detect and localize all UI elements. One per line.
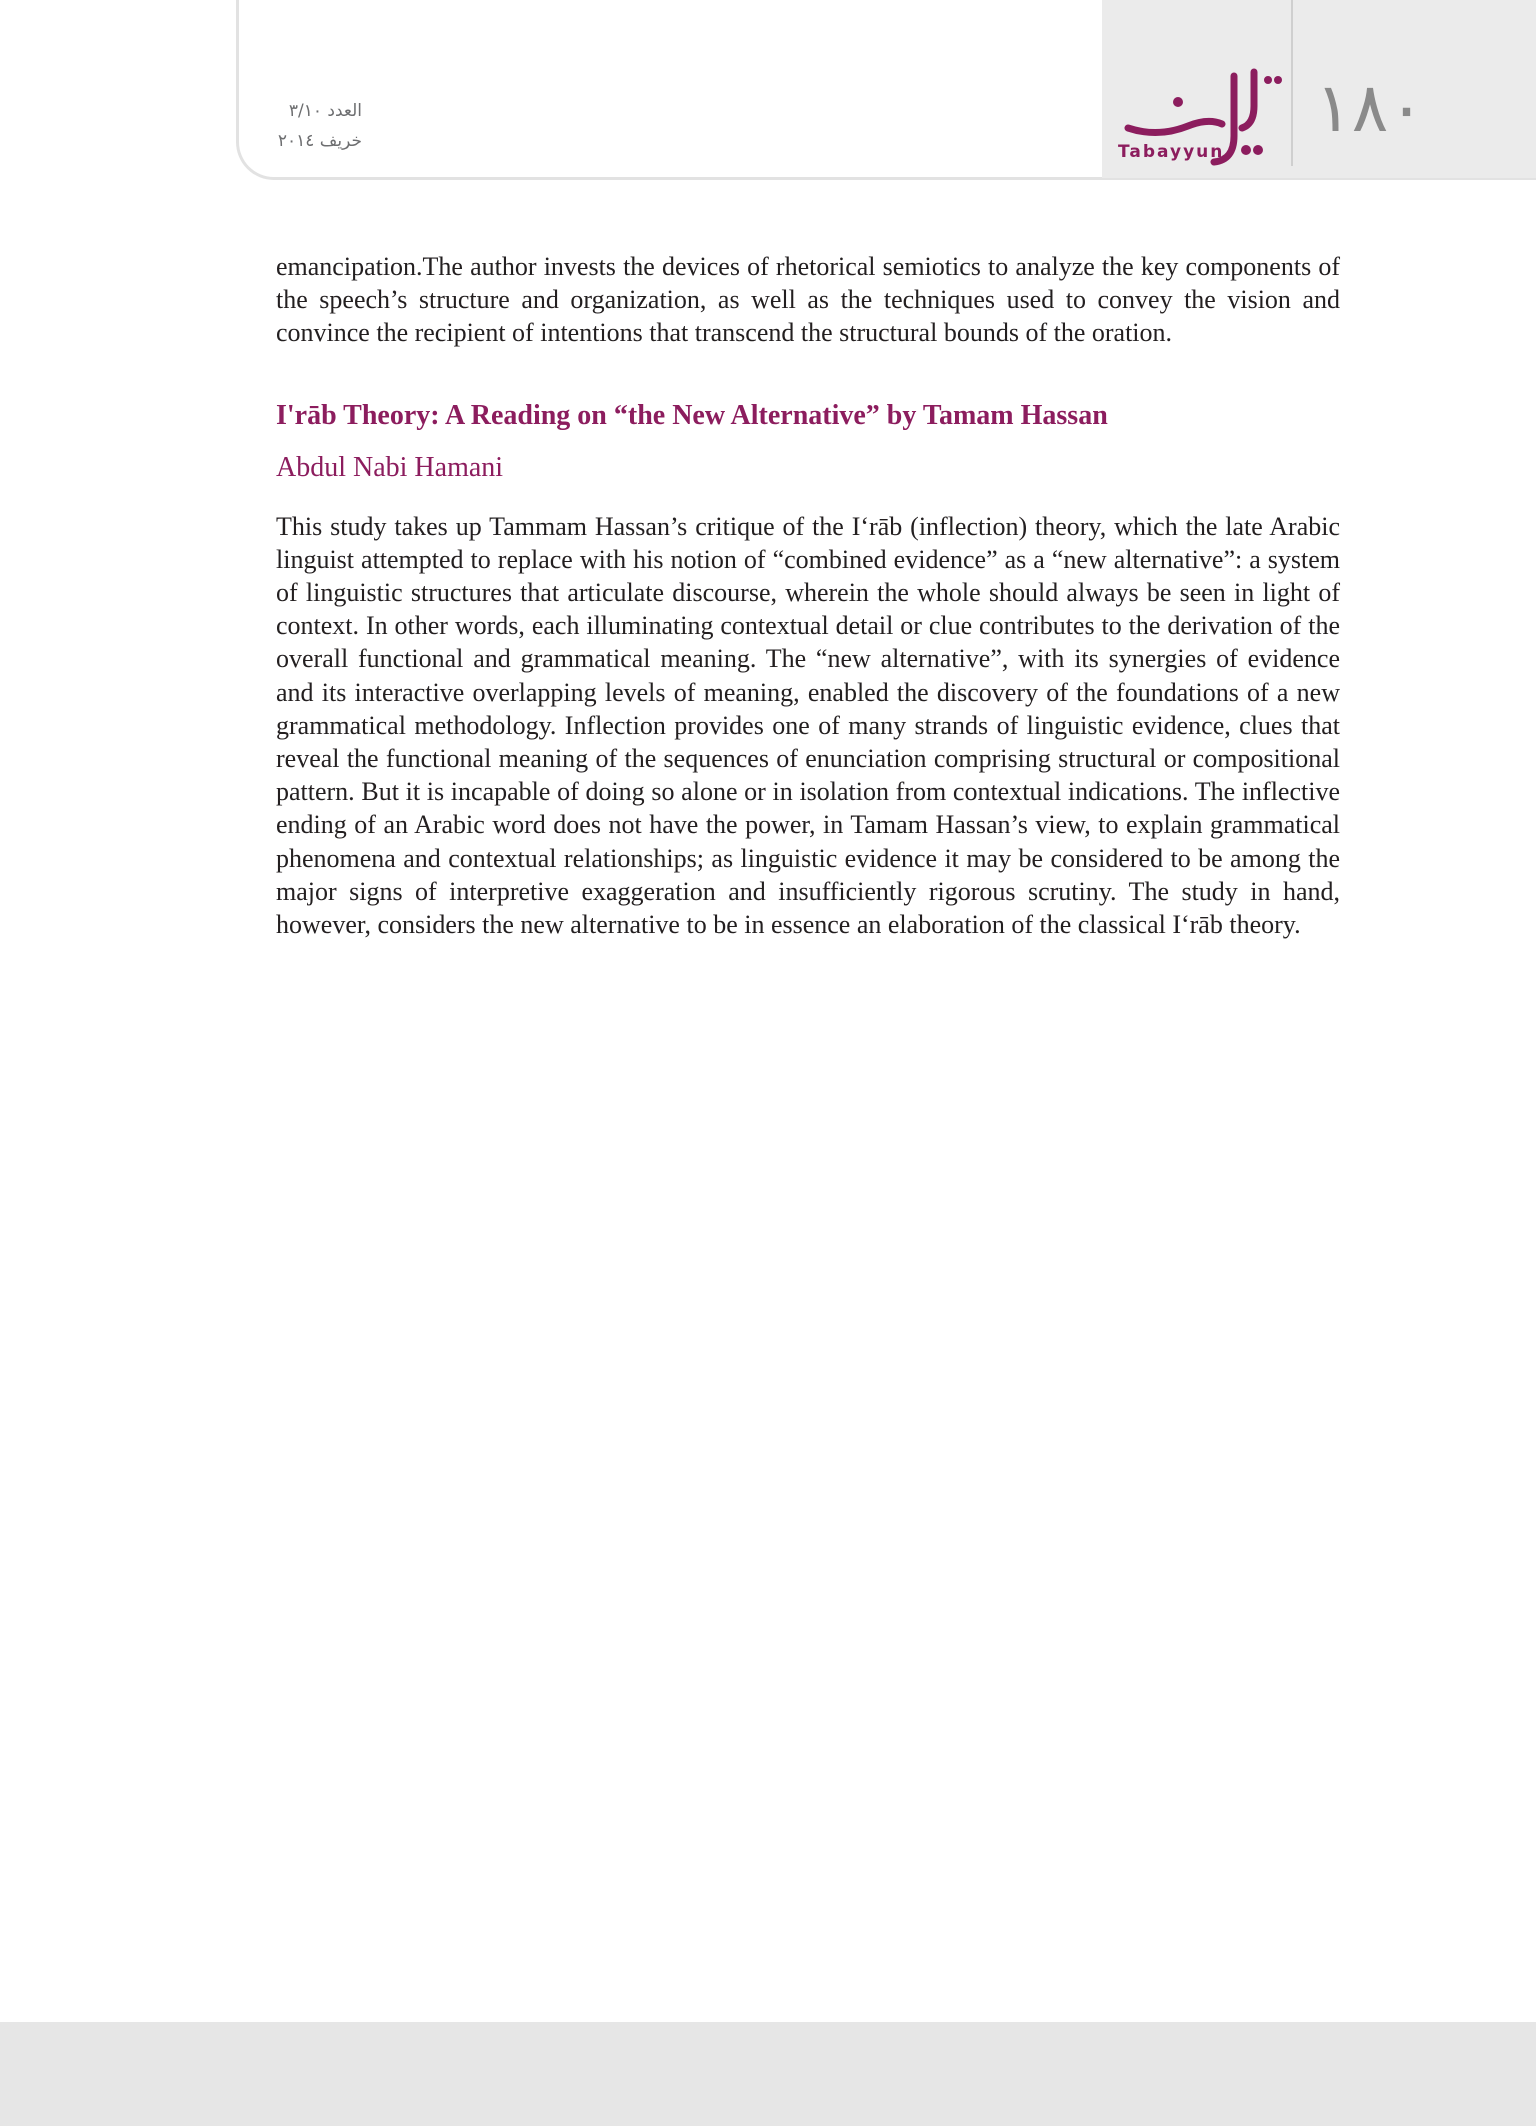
header-divider bbox=[1291, 0, 1293, 166]
article-abstract: This study takes up Tammam Hassan’s critique of the I‘rāb (inflection) theory, which the late Arabic linguist attempted to replace with his notion of “combined evidence” as a “new alternative”: a system of linguistic structures that articulate discourse, wherein the whole should always be seen in light of context. In other words, each illuminating contextual detail or clue contributes to the derivation of the overall functional and grammatical meaning. The “new alternative”, with its synergies of evidence and its interactive overlapping levels of meaning, enabled the discovery of the foundations of a new grammatical methodology. Inflection provides one of many strands of linguistic evidence, clues that reveal the functional meaning of the sequences of enunciation comprising structural or compositional pattern. But it is incapable of doing so alone or in isolation from contextual indications. The inflective ending of an Arabic word does not have the power, in Tamam Hassan’s view, to explain grammatical phenomena and contextual relationships; as linguistic evidence it may be considered to be among the major signs of interpretive exaggeration and insufficiently rigorous scrutiny. The study in hand, however, considers the new alternative to be in essence an elaboration of the classical I‘rāb theory. bbox=[276, 511, 1340, 940]
article-title: I'rāb Theory: A Reading on “the New Alternative” by Tamam Hassan bbox=[276, 399, 1108, 431]
issue-info bbox=[262, 96, 362, 156]
page-footer-band bbox=[0, 2022, 1536, 2126]
issue-season: خريف ٢٠١٤ bbox=[277, 131, 362, 151]
issue-number: العدد ٣/١٠ bbox=[288, 101, 362, 121]
logo-latin-text: Tabayyun bbox=[1118, 142, 1225, 162]
page-content bbox=[276, 250, 1340, 941]
page-number: ١٨٠ bbox=[1315, 69, 1425, 148]
article-author: Abdul Nabi Hamani bbox=[276, 451, 504, 483]
tabayyun-logo bbox=[1118, 66, 1286, 168]
intro-paragraph: emancipation.The author invests the devices of rhetorical semiotics to analyze the key components of the speech’s structure and organization, as well as the techniques used to convey the vision and convince the recipient of intentions that transcend the structural bounds of the oration. bbox=[276, 252, 1340, 348]
